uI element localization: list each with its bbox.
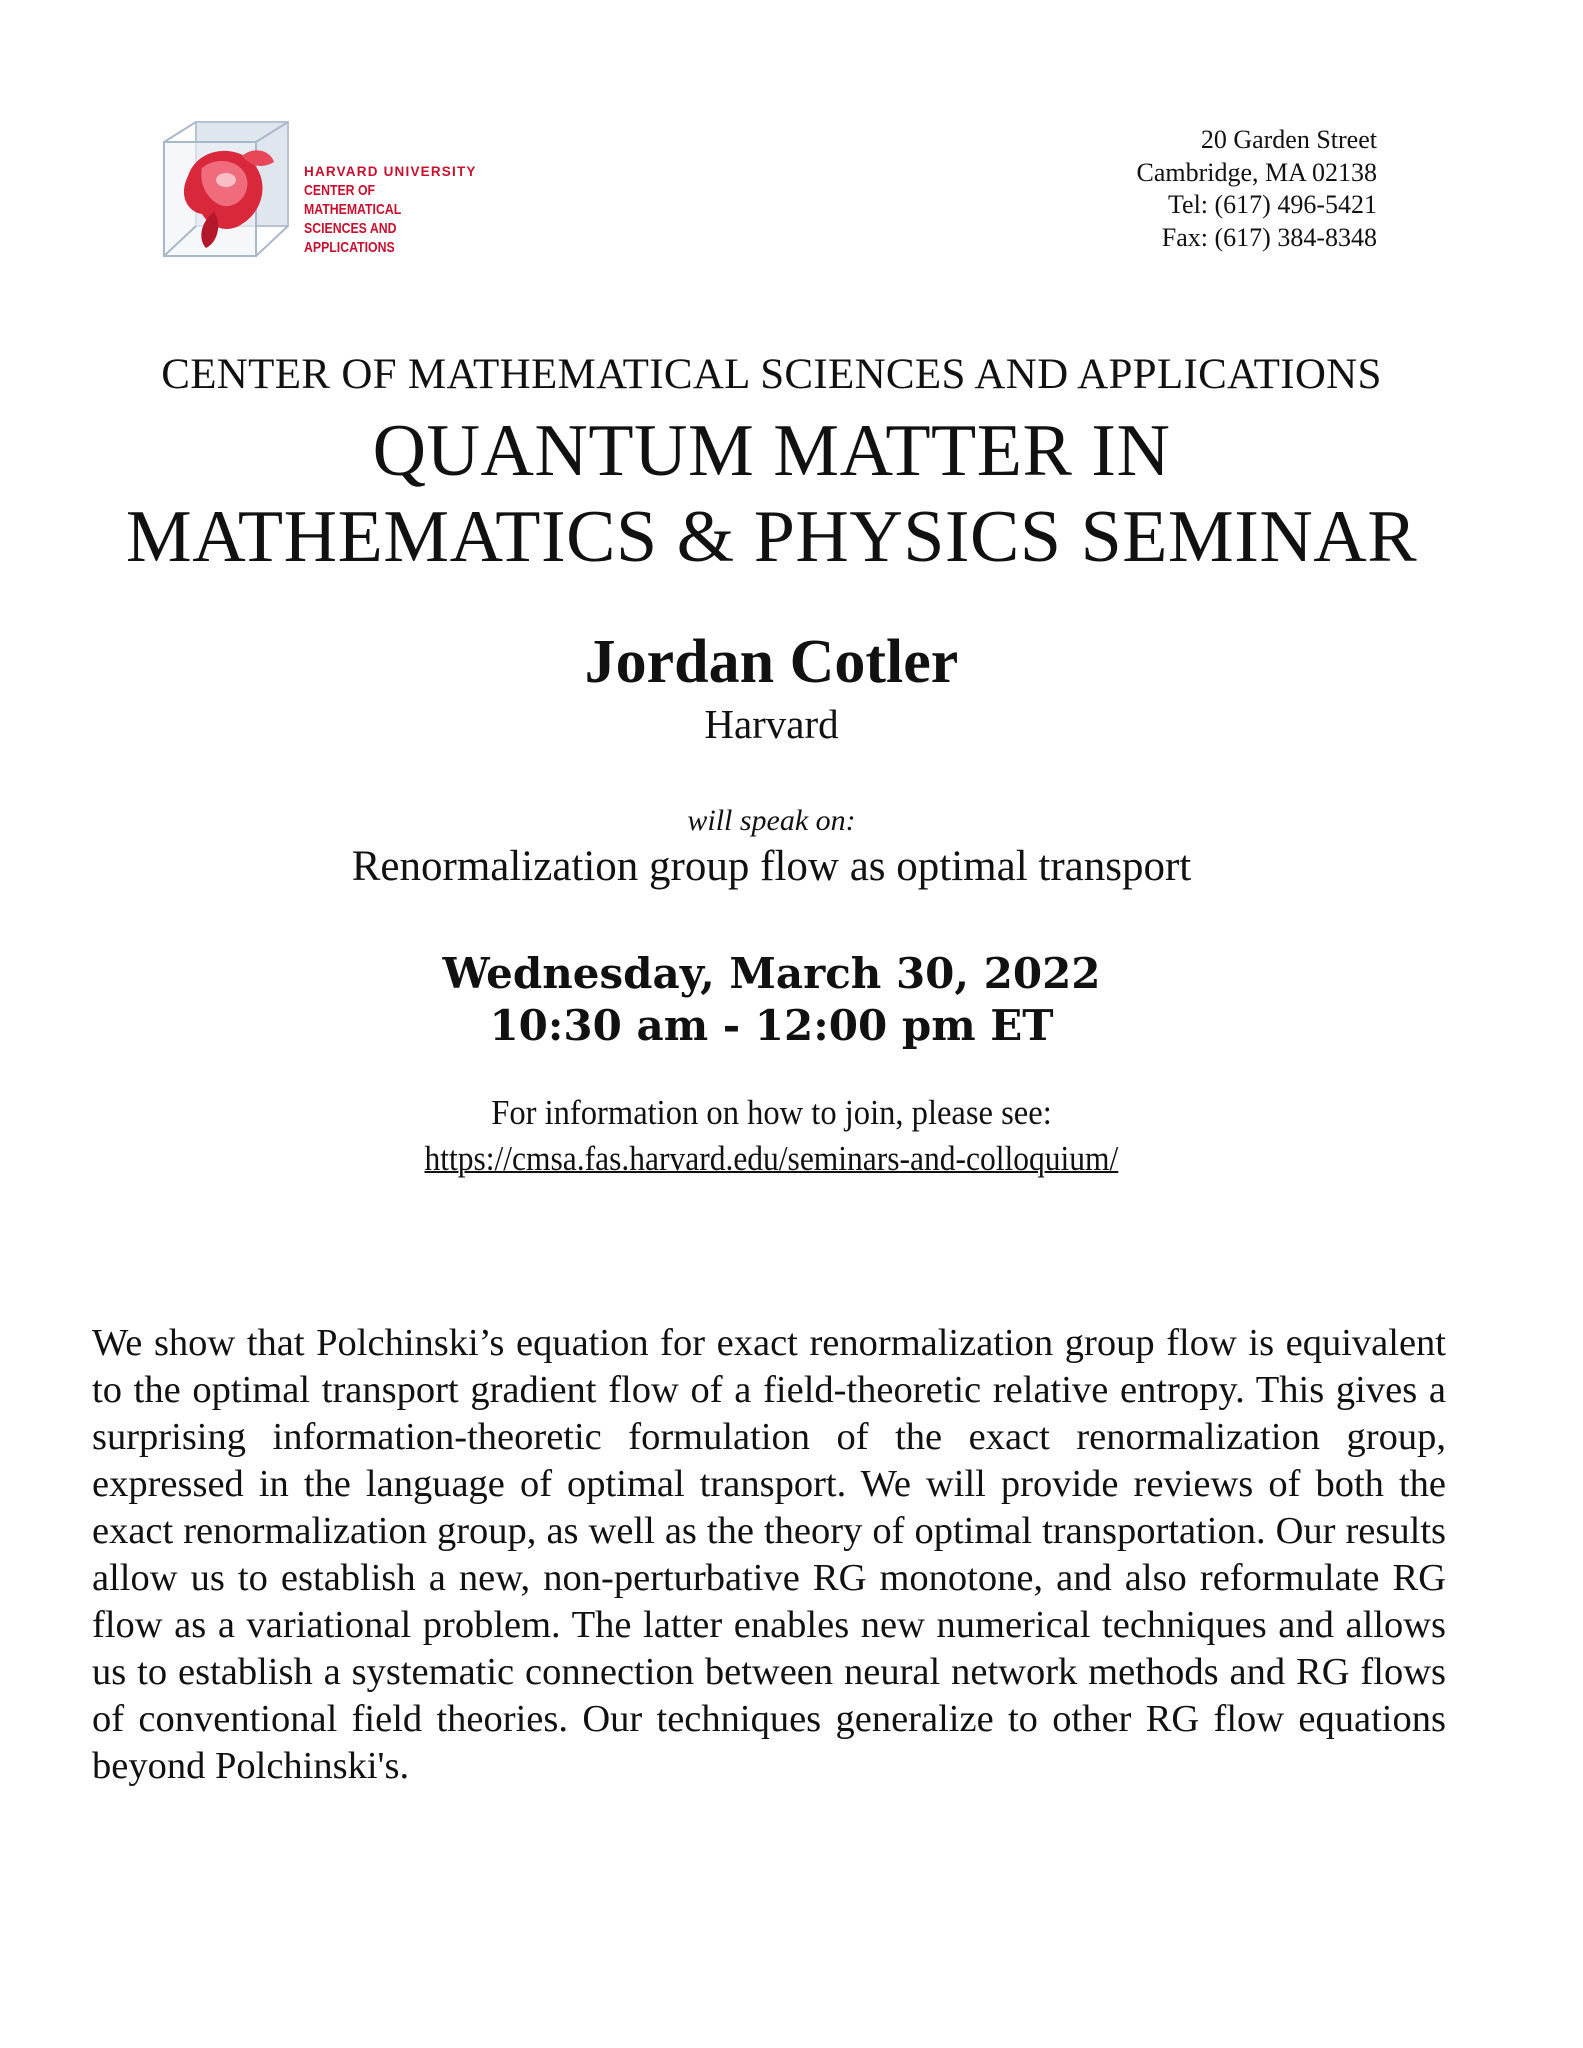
event-date: Wednesday, March 30, 2022 — [442, 949, 1101, 998]
seminar-title-line-2: MATHEMATICS & PHYSICS SEMINAR — [125, 496, 1418, 578]
logo-wordmark — [304, 162, 498, 257]
speaker-name: Jordan Cotler — [584, 628, 959, 696]
seminar-title — [0, 408, 1543, 580]
seminar-title-line-1: QUANTUM MATTER IN — [372, 410, 1171, 492]
event-time: 10:30 am - 12:00 pm ET — [489, 1001, 1054, 1050]
address-tel: Tel: (617) 496-5421 — [1167, 190, 1377, 219]
speaker-affiliation: Harvard — [704, 701, 839, 747]
red-cube-sculpture-icon — [158, 116, 294, 264]
address-city: Cambridge, MA 02138 — [1136, 157, 1377, 187]
cmsa-logo — [158, 116, 498, 266]
join-info-text: For information on how to join, please see: — [491, 1093, 1052, 1132]
address-block — [1137, 124, 1378, 254]
address-fax: Fax: (617) 384-8348 — [1161, 222, 1377, 252]
center-name: CENTER OF MATHEMATICAL SCIENCES AND APPLICATIONS — [161, 351, 1382, 398]
event-datetime — [0, 948, 1543, 1052]
logo-line-2: CENTER OF MATHEMATICAL — [304, 182, 402, 218]
seminar-link[interactable]: https://cmsa.fas.harvard.edu/seminars-and-colloquium/ — [424, 1139, 1119, 1178]
logo-line-1: HARVARD UNIVERSITY — [304, 164, 477, 179]
logo-line-3: SCIENCES AND APPLICATIONS — [304, 220, 397, 256]
address-street: 20 Garden Street — [1200, 125, 1377, 154]
will-speak-label: will speak on: — [687, 804, 856, 837]
abstract-paragraph: We show that Polchinski’s equation for exact renormalization group flow is equivalent to the optimal transport gradient flow of a field-theoretic relative entropy. This gives a surprising information-theoretic formulation of the exact renormalization group, expressed in the language of optimal transport. We will provide reviews of both the exact renormalization group, as well as the theory of optimal transportation. Our results allow us to establish a new, non-perturbative RG monotone, and also reformulate RG flow as a variational problem. The latter enables new numerical techniques and allows us to establish a systematic connection between neural network methods and RG flows of conventional field theories. Our techniques generalize to other RG flow equations beyond Polchinski's. — [92, 1322, 1446, 1787]
talk-title: Renormalization group flow as optimal transport — [351, 843, 1192, 890]
join-info — [0, 1090, 1543, 1182]
